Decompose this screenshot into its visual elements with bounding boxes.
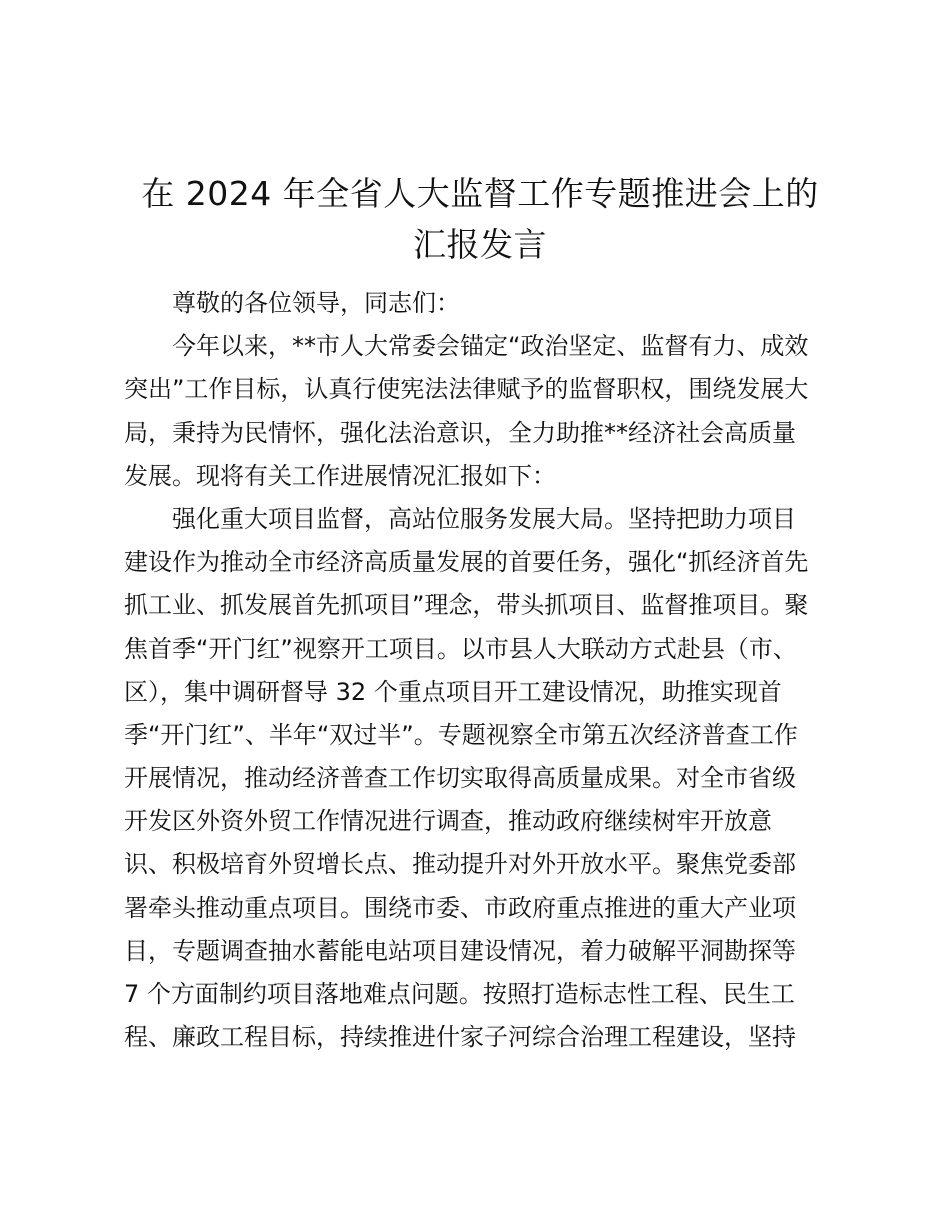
paragraph-line: 区），集中调研督导 32 个重点项目开工建设情况，助推实现首 [124, 677, 782, 706]
paragraph-line: 今年以来，**市人大常委会锚定“政治坚定、监督有力、成效 [172, 332, 809, 361]
paragraph-line: 署牵头推动重点项目。围绕市委、市政府重点推进的重大产业项 [124, 893, 796, 922]
paragraph-line: 局，秉持为民情怀，强化法治意识，全力助推**经济社会高质量 [124, 418, 796, 447]
paragraph-line: 程、廉政工程目标，持续推进什家子河综合治理工程建设，坚持 [124, 1023, 796, 1052]
paragraph-line: 识、积极培育外贸增长点、推动提升对外开放水平。聚焦党委部 [124, 850, 796, 879]
document-body [124, 282, 834, 1059]
paragraph-line: 建设作为推动全市经济高质量发展的首要任务，强化“抓经济首先 [124, 548, 809, 577]
paragraph-line: 季“开门红”、半年“双过半”。专题视察全市第五次经济普查工作 [124, 720, 798, 749]
title-line: 汇报发言 [413, 225, 547, 264]
paragraph-line: 开发区外资外贸工作情况进行调查，推动政府继续树牢开放意 [124, 807, 772, 836]
paragraph-line: 焦首季“开门红”视察开工项目。以市县人大联动方式赴县（市、 [124, 634, 797, 663]
title-line: 在 2024 年全省人大监督工作专题推进会上的 [141, 174, 819, 213]
paragraph-line: 抓工业、抓发展首先抓项目”理念，带头抓项目、监督推项目。聚 [124, 591, 809, 620]
paragraph-line: 开展情况，推动经济普查工作切实取得高质量成果。对全市省级 [124, 764, 796, 793]
salutation-line: 尊敬的各位领导，同志们： [172, 289, 460, 317]
document-title [120, 168, 840, 270]
paragraph-line: 突出”工作目标，认真行使宪法法律赋予的监督职权，围绕发展大 [124, 375, 809, 404]
paragraph-line: 7 个方面制约项目落地难点问题。按照打造标志性工程、民生工 [124, 980, 795, 1008]
paragraph-line: 强化重大项目监督，高站位服务发展大局。坚持把助力项目 [172, 504, 796, 533]
paragraph-line: 目，专题调查抽水蓄能电站项目建设情况，着力破解平洞勘探等 [124, 936, 796, 965]
paragraph-line: 发展。现将有关工作进展情况汇报如下： [124, 461, 556, 490]
